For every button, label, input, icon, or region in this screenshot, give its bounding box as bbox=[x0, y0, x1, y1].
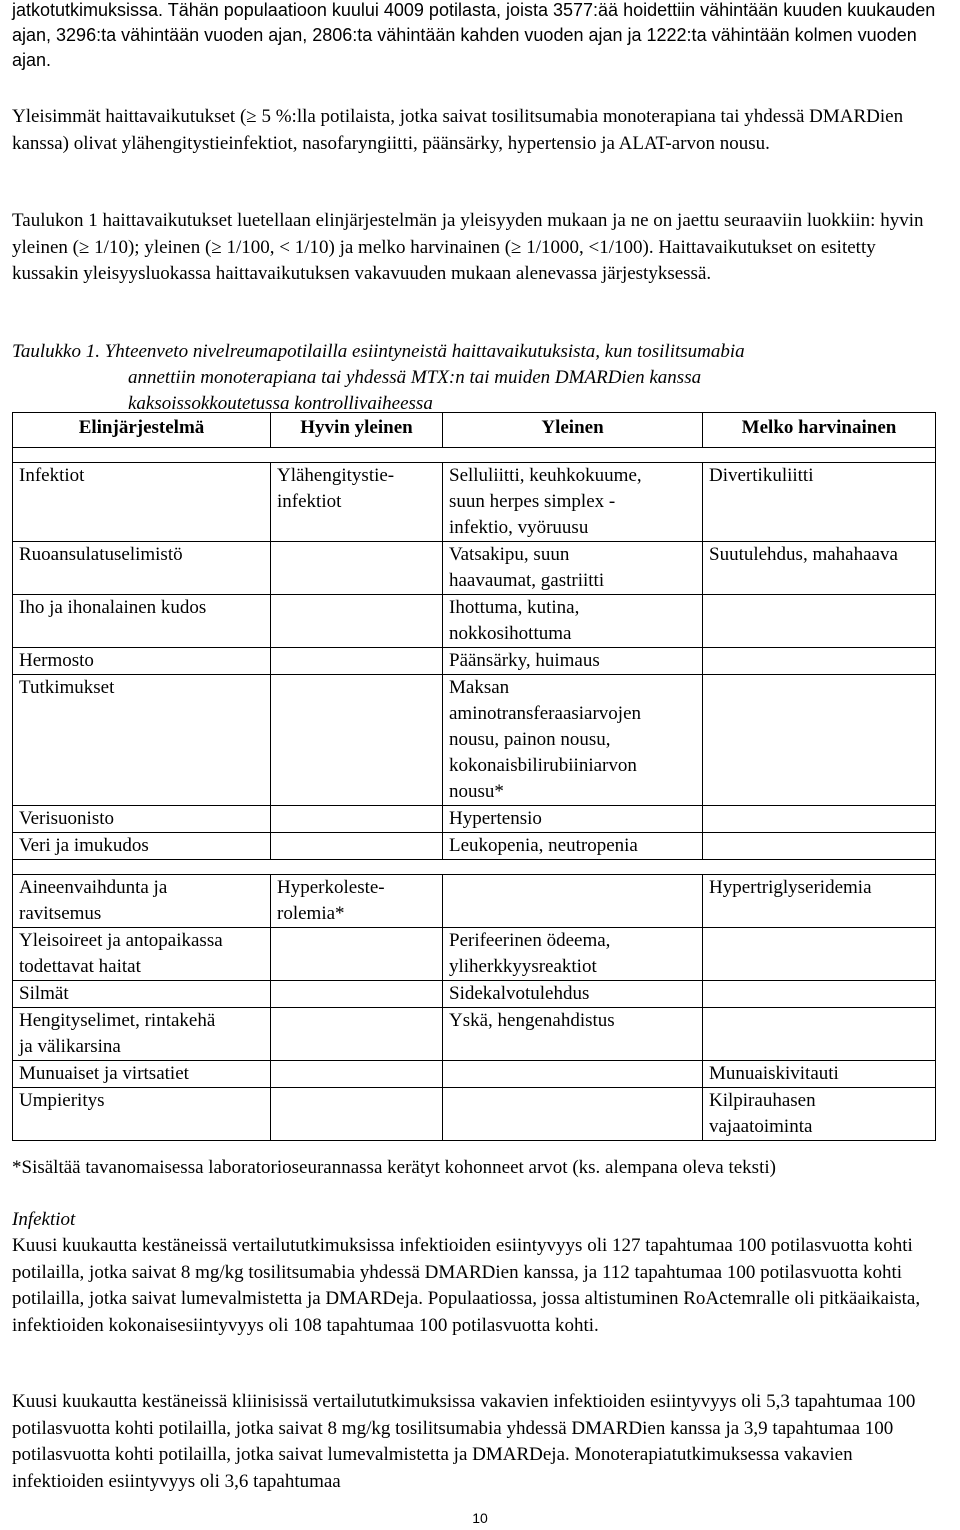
table-body bbox=[13, 463, 936, 1141]
table-row bbox=[13, 806, 936, 833]
table-spacer-row bbox=[13, 860, 936, 875]
table-row bbox=[13, 648, 936, 675]
table-cell: Divertikuliitti bbox=[703, 463, 936, 542]
table-caption-line-2: annettiin monoterapiana tai yhdessä MTX:n tai muiden DMARDien kanssa bbox=[128, 367, 702, 388]
table-caption-line-1: Yhteenveto nivelreumapotilailla esiintyneistä haittavaikutuksista, kun tosilitsumabia bbox=[104, 341, 745, 362]
table-cell: Ihottuma, kutina, nokkosihottuma bbox=[443, 595, 703, 648]
table-row bbox=[13, 1061, 936, 1088]
table-cell: Hypertriglyseridemia bbox=[703, 875, 936, 928]
table-cell bbox=[443, 875, 703, 928]
table-cell: Hengityselimet, rintakehä ja välikarsina bbox=[13, 1008, 271, 1061]
table-caption-line-3: kaksoissokkoutetussa kontrollivaiheessa bbox=[128, 393, 433, 414]
table-cell bbox=[271, 1008, 443, 1061]
table-cell: Ruoansulatuselimistö bbox=[13, 542, 271, 595]
table-cell bbox=[703, 981, 936, 1008]
table-cell: Selluliitti, keuhkokuume, suun herpes simplex - infektio, vyöruusu bbox=[443, 463, 703, 542]
table-cell: Hyperkoleste- rolemia* bbox=[271, 875, 443, 928]
table-cell bbox=[271, 595, 443, 648]
table-cell: Hermosto bbox=[13, 648, 271, 675]
table-cell: Leukopenia, neutropenia bbox=[443, 833, 703, 860]
infections-paragraph-2: Kuusi kuukautta kestäneissä kliinisissä vertailututkimuksissa vakavien infektioiden esiintyvyys oli 5,3 tapahtumaa 100 potilasvuotta kohti potilailla, jotka saivat 8 mg/kg tosilitsumabia yhdessä DMARDien kanssa ja 3,9 tapahtumaa 100 potilasvuotta kohti potilailla, jotka saivat lumevalmistetta ja DMARDeja. Monoterapiatutkimuksessa vakavien infektioiden esiintyvyys oli 3,6 tapahtumaa bbox=[12, 1391, 916, 1492]
table-cell bbox=[271, 1088, 443, 1141]
table-row bbox=[13, 595, 936, 648]
table-row bbox=[13, 1008, 936, 1061]
table-caption-label: Taulukko 1. bbox=[12, 341, 100, 362]
table-header-row bbox=[13, 413, 936, 448]
table-row bbox=[13, 542, 936, 595]
table-cell bbox=[443, 1061, 703, 1088]
table-cell bbox=[703, 675, 936, 806]
table-cell: Silmät bbox=[13, 981, 271, 1008]
table-cell: Yskä, hengenahdistus bbox=[443, 1008, 703, 1061]
table-caption bbox=[12, 339, 946, 417]
intro-paragraph-2: Yleisimmät haittavaikutukset (≥ 5 %:lla potilaista, jotka saivat tosilitsumabia monoterapiana tai yhdessä DMARDien kanssa) olivat ylähengitystieinfektiot, nasofaryngiitti, päänsärky, hypertensio ja ALAT-arvon nousu. bbox=[12, 106, 904, 154]
table-cell bbox=[271, 928, 443, 981]
table-cell: Munuaiskivitauti bbox=[703, 1061, 936, 1088]
table-cell bbox=[271, 833, 443, 860]
table-cell bbox=[271, 675, 443, 806]
infections-paragraph-1: Kuusi kuukautta kestäneissä vertailututkimuksissa infektioiden esiintyvyys oli 127 tapahtumaa 100 potilasvuotta kohti potilailla, jotka saivat 8 mg/kg tosilitsumabia yhdessä DMARDien kanssa, ja 112 tapahtumaa 100 potilasvuotta kohti potilailla, jotka saivat lumevalmistetta ja DMARDeja. Populaatiossa, jossa altistuminen RoActemralle oli pitkäaikaista, infektioiden kokonaisesiintyvyys oli 108 tapahtumaa 100 potilasvuotta kohti. bbox=[12, 1235, 921, 1336]
table-cell bbox=[271, 648, 443, 675]
table-cell bbox=[271, 806, 443, 833]
header-common: Yleinen bbox=[443, 413, 703, 448]
table-cell bbox=[443, 1088, 703, 1141]
table-cell: Veri ja imukudos bbox=[13, 833, 271, 860]
table-cell: Ylähengitystie- infektiot bbox=[271, 463, 443, 542]
table-cell bbox=[271, 981, 443, 1008]
table-cell bbox=[271, 1061, 443, 1088]
table-row bbox=[13, 928, 936, 981]
table-cell: Verisuonisto bbox=[13, 806, 271, 833]
intro-paragraph-1: jatkotutkimuksissa. Tähän populaatioon kuului 4009 potilasta, joista 3577:ää hoidettiin vähintään kuuden kuukauden ajan, 3296:ta vähintään vuoden ajan, 2806:ta vähintään kahden vuoden ajan ja 1222:ta vähintään kolmen vuoden ajan. bbox=[12, 0, 936, 70]
infections-heading: Infektiot bbox=[12, 1209, 76, 1230]
table-cell: Munuaiset ja virtsatiet bbox=[13, 1061, 271, 1088]
table-spacer-row bbox=[13, 448, 936, 463]
table-cell: Infektiot bbox=[13, 463, 271, 542]
table-cell: Sidekalvotulehdus bbox=[443, 981, 703, 1008]
table-cell: Päänsärky, huimaus bbox=[443, 648, 703, 675]
table-cell: Maksan aminotransferaasiarvojen nousu, painon nousu, kokonaisbilirubiiniarvon nousu* bbox=[443, 675, 703, 806]
table-cell: Yleisoireet ja antopaikassa todettavat haitat bbox=[13, 928, 271, 981]
table-cell bbox=[703, 833, 936, 860]
table-cell: Iho ja ihonalainen kudos bbox=[13, 595, 271, 648]
table-cell: Perifeerinen ödeema, yliherkkyysreaktiot bbox=[443, 928, 703, 981]
table-row bbox=[13, 675, 936, 806]
table-cell: Vatsakipu, suun haavaumat, gastriitti bbox=[443, 542, 703, 595]
table-cell bbox=[703, 806, 936, 833]
intro-paragraph-3: Taulukon 1 haittavaikutukset luetellaan elinjärjestelmän ja yleisyyden mukaan ja ne on jaettu seuraaviin luokkiin: hyvin yleinen (≥ 1/10); yleinen (≥ 1/100, < 1/10) ja melko harvinainen (≥ 1/1000, <1/100). Haittavaikutukset on esitetty kussakin yleisyysluokassa haittavaikutuksen vakavuuden mukaan alenevassa järjestyksessä. bbox=[12, 210, 924, 284]
header-uncommon: Melko harvinainen bbox=[703, 413, 936, 448]
table-row bbox=[13, 981, 936, 1008]
table-cell bbox=[703, 595, 936, 648]
table-cell bbox=[703, 1008, 936, 1061]
table-cell bbox=[703, 648, 936, 675]
header-very-common: Hyvin yleinen bbox=[271, 413, 443, 448]
table-footnote: *Sisältää tavanomaisessa laboratorioseurannassa kerätyt kohonneet arvot (ks. alempana oleva teksti) bbox=[12, 1157, 776, 1178]
table-cell: Tutkimukset bbox=[13, 675, 271, 806]
table-cell: Umpieritys bbox=[13, 1088, 271, 1141]
table-row bbox=[13, 1088, 936, 1141]
table-cell bbox=[703, 928, 936, 981]
table-row bbox=[13, 833, 936, 860]
page-number: 10 bbox=[472, 1510, 488, 1526]
table-cell: Suutulehdus, mahahaava bbox=[703, 542, 936, 595]
table-row bbox=[13, 463, 936, 542]
header-organ-system: Elinjärjestelmä bbox=[13, 413, 271, 448]
table-cell: Kilpirauhasen vajaatoiminta bbox=[703, 1088, 936, 1141]
adverse-effects-table bbox=[12, 412, 936, 1141]
table-cell: Aineenvaihdunta ja ravitsemus bbox=[13, 875, 271, 928]
table-row bbox=[13, 875, 936, 928]
table-cell: Hypertensio bbox=[443, 806, 703, 833]
table-cell bbox=[271, 542, 443, 595]
